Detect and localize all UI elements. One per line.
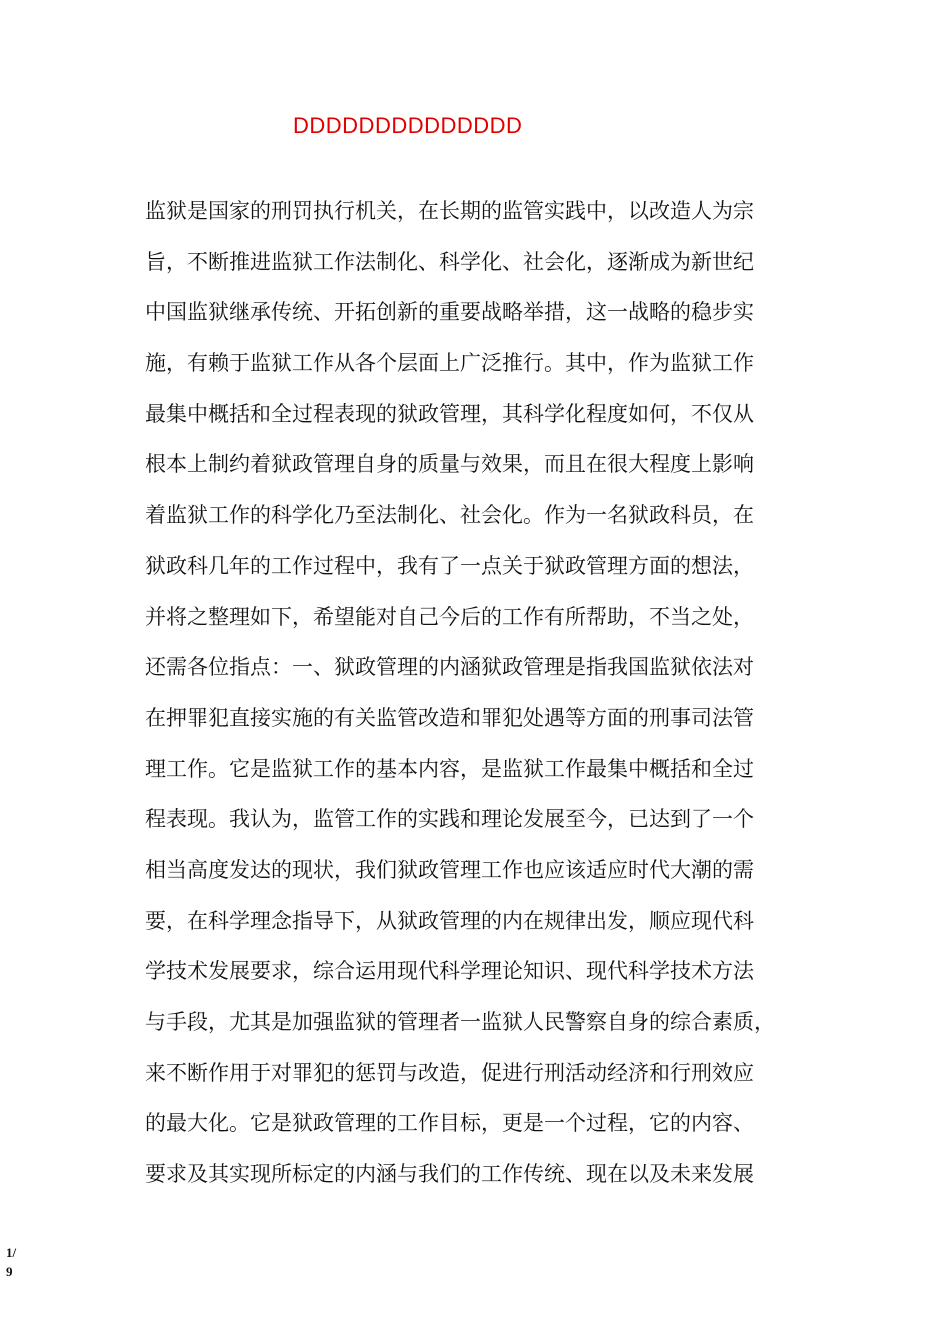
text-line: 来不断作用于对罪犯的惩罚与改造，促进行刑活动经济和行刑效应	[145, 1060, 754, 1085]
page-number-current: 1/	[6, 1245, 17, 1260]
text-line: 监狱是国家的刑罚执行机关，在长期的监管实践中，以改造人为宗	[145, 199, 754, 223]
text-line: 并将之整理如下，希望能对自己今后的工作有所帮助，不当之处，	[145, 604, 754, 629]
text-line: 还需各位指点：一、狱政管理的内涵狱政管理是指我国监狱依法对	[145, 655, 754, 680]
text-line: 狱政科几年的工作过程中，我有了一点关于狱政管理方面的想法，	[145, 553, 754, 578]
text-line: 理工作。它是监狱工作的基本内容，是监狱工作最集中概括和全过	[145, 756, 754, 781]
text-line: 相当高度发达的现状，我们狱政管理工作也应该适应时代大潮的需	[145, 857, 754, 882]
text-line: 旨，不断推进监狱工作法制化、科学化、社会化，逐渐成为新世纪	[145, 249, 754, 274]
page-number	[6, 1243, 26, 1281]
text-line: 在押罪犯直接实施的有关监管改造和罪犯处遇等方面的刑事司法管	[145, 705, 754, 730]
document-title: DDDDDDDDDDDDDD	[293, 113, 523, 138]
text-line: 着监狱工作的科学化乃至法制化、社会化。作为一名狱政科员，在	[145, 503, 754, 528]
text-line: 根本上制约着狱政管理自身的质量与效果，而且在很大程度上影响	[145, 452, 754, 477]
text-line: 与手段，尤其是加强监狱的管理者一监狱人民警察自身的综合素质，	[145, 1010, 775, 1034]
body-paragraph	[145, 186, 815, 1200]
text-line: 要，在科学理念指导下，从狱政管理的内在规律出发，顺应现代科	[145, 908, 754, 933]
text-line: 学技术发展要求，综合运用现代科学理论知识、现代科学技术方法	[145, 959, 754, 984]
text-line: 程表现。我认为，监管工作的实践和理论发展至今，已达到了一个	[145, 807, 754, 832]
text-line: 施，有赖于监狱工作从各个层面上广泛推行。其中，作为监狱工作	[145, 351, 754, 376]
text-line: 中国监狱继承传统、开拓创新的重要战略举措，这一战略的稳步实	[145, 300, 754, 325]
text-line: 要求及其实现所标定的内涵与我们的工作传统、现在以及未来发展	[145, 1162, 754, 1187]
text-line: 最集中概括和全过程表现的狱政管理，其科学化程度如何，不仅从	[145, 401, 754, 426]
page-number-total: 9	[6, 1264, 13, 1279]
text-line: 的最大化。它是狱政管理的工作目标，更是一个过程，它的内容、	[145, 1111, 754, 1136]
